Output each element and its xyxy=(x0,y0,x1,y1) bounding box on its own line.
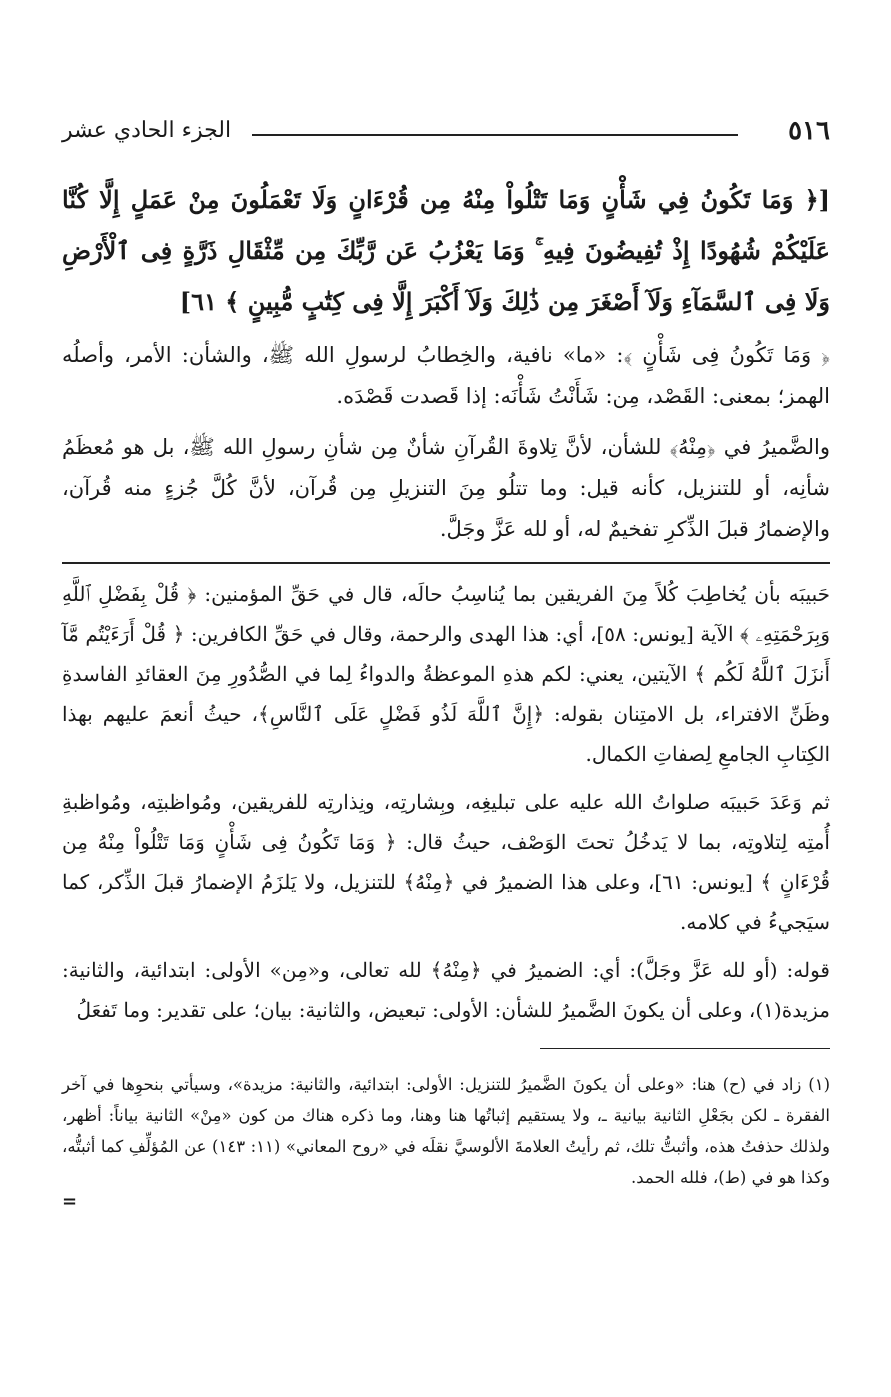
section-divider xyxy=(62,562,830,564)
gloss-paragraph: ثم وَعَدَ حَبيبَه صلواتُ الله عليه على تبليغِه، وبِشارتِه، ونِذارتِه للفريقين، ومُواظبتِه، ومُواظبةِ أُمتِه لِتلاوتِه، بما لا يَدخُلُ تحتَ الوَصْف، حيثُ قال: ﴿ وَمَا تَكُونُ فِى شَأْنٍ وَمَا تَتْلُواْ مِنْهُ مِن قُرْءَانٍ ﴾ [يونس: ٦١]، وعلى هذا الضميرُ في ﴿مِنْهُ﴾ للتنزيل، ولا يَلزَمُ الإضمارُ قبلَ الذِّكر، كما سيَجيءُ في كلامه. xyxy=(62,790,830,934)
volume-title: الجزء الحادي عشر xyxy=(62,118,232,143)
main-commentary xyxy=(62,335,830,550)
commentary-paragraph: ﴿ وَمَا تَكُونُ فِى شَأْنٍ ﴾: «ما» نافية، والخِطابُ لرسولِ الله ﷺ، والشأن: الأمر، وأصلُه الهمز؛ بمعنى: القَصْد، مِن: شَأَنْتُ شَأْنَه: إذا قَصدت قَصْدَه. xyxy=(62,343,830,408)
gloss-paragraph: حَبيبَه بأن يُخاطِبَ كُلاً مِنَ الفريقين بما يُناسِبُ حالَه، قال في حَقِّ المؤمنين: ﴿ قُلْ بِفَضْلِ ٱللَّهِ وَبِرَحْمَتِهِۦ ﴾ الآية [يونس: ٥٨]، أي: هذا الهدى والرحمة، وقال في حَقِّ الكافرين: ﴿ قُلْ أَرَءَيْتُم مَّآ أَنزَلَ ٱللَّهُ لَكُم ﴾ الآيتين، يعني: لكم هذهِ الموعظةُ والدواءُ لِما في الصُّدُورِ مِنَ العقائدِ الفاسدةِ وظَنِّ الافتراء، بل الامتِنان بقوله: ﴿إِنَّ ٱللَّهَ لَذُو فَضْلٍ عَلَى ٱلنَّاسِ﴾، حيثُ أنعمَ عليهم بهذا الكِتابِ الجامعِ لِصفاتِ الكمال. xyxy=(62,582,830,766)
continuation-mark: = xyxy=(62,1191,78,1212)
page-header xyxy=(62,116,830,160)
footnote-divider xyxy=(540,1048,830,1049)
page-number: ٥١٦ xyxy=(788,116,830,146)
header-divider xyxy=(252,134,738,136)
quran-verse: [﴿ وَمَا تَكُونُ فِي شَأْنٍ وَمَا تَتْلُواْ مِنْهُ مِن قُرْءَانٍ وَلَا تَعْمَلُونَ مِنْ عَمَلٍ إِلَّا كُنَّا عَلَيْكُمْ شُهُودًا إِذْ تُفِيضُونَ فِيهِ ۚ وَمَا يَعْزُبُ عَن رَّبِّكَ مِن مِّثْقَالِ ذَرَّةٍ فِى ٱلْأَرْضِ وَلَا فِى ٱلسَّمَآءِ وَلَآ أَصْغَرَ مِن ذَٰلِكَ وَلَآ أَكْبَرَ إِلَّا فِى كِتَٰبٍ مُّبِينٍ ﴾ ٦١] xyxy=(62,185,830,316)
footnote: (١) زاد في (ح) هنا: «وعلى أن يكونَ الضَّميرُ للتنزيل: الأولى: ابتدائية، والثانية: مزيدة»، وسيأتي بنحوِها في آخر الفقرة ـ لكن بجَعْلِ الثانية بيانية ـ، ولا يستقيم إثباتُها هنا وهنا، وما ذكره هناك من كون «مِنْ» الثانية بياناً: أظهر، ولذلك حذفتُ هذه، وأثبتُّ تلك، ثم رأيتُ العلامةَ الألوسيَّ نقلَه في «روح المعاني» (١١: ١٤٣) عن المُؤلِّفِ كما أثبتُّه، وكذا هو في (ط)، فلله الحمد. xyxy=(62,1075,830,1187)
book-page xyxy=(62,116,830,1211)
gloss-section xyxy=(62,574,830,1030)
commentary-paragraph: والضَّميرُ في ﴿مِنْهُ﴾ للشأن، لأنَّ تِلاوةَ القُرآنِ شأنٌ مِن شأنِ رسولِ الله ﷺ، بل هو مُعظَمُ شأنِه، أو للتنزيل، كأنه قيل: وما تتلُو مِنَ التنزيلِ مِن قُرآن، لأنَّ كُلَّ جُزءٍ منه قُرآن، والإضمارُ قبلَ الذِّكرِ تفخيمٌ له، أو لله عَزَّ وجَلَّ. xyxy=(62,435,831,541)
footnotes xyxy=(62,1069,830,1211)
gloss-paragraph: قوله: (أو لله عَزَّ وجَلَّ): أي: الضميرُ في ﴿مِنْهُ﴾ لله تعالى، و«مِن» الأولى: ابتدائية، والثانية: مزيدة(١)، وعلى أن يكونَ الضَّميرُ للشأن: الأولى: تبعيض، والثانية: بيان؛ على تقدير: وما تَفعَلُ xyxy=(62,958,830,1022)
